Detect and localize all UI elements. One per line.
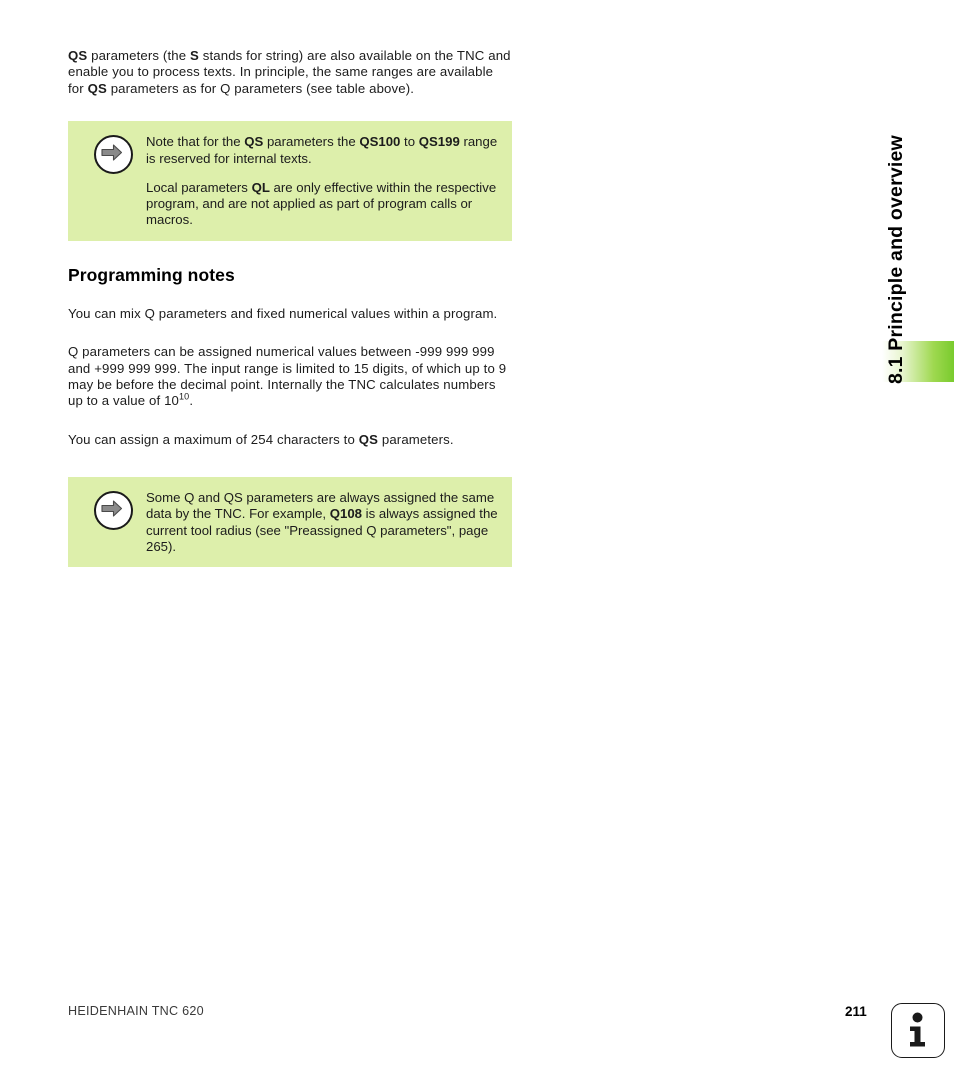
side-tab-label: 8.1 Principle and overview xyxy=(885,135,907,384)
note-box-preassigned-params xyxy=(68,477,512,567)
note1-paragraph-2 xyxy=(146,180,498,229)
intro-paragraph xyxy=(68,48,512,97)
body3-qs-bold: QS xyxy=(358,431,379,447)
intro-text-3: parameters as for Q parameters (see table above). xyxy=(106,80,415,96)
footer-product-name: HEIDENHAIN TNC 620 xyxy=(68,1004,204,1018)
note1-t2: parameters the xyxy=(263,134,360,150)
note1-t1: Note that for the xyxy=(146,134,245,150)
body3-t2: parameters. xyxy=(378,431,454,447)
note-icon-cell xyxy=(80,133,146,174)
arrow-right-icon xyxy=(94,135,133,174)
body2-superscript: 10 xyxy=(179,391,190,402)
intro-text-1: parameters (the xyxy=(87,48,190,63)
note2-q108-bold: Q108 xyxy=(329,506,362,522)
page-title: Programming notes xyxy=(68,264,235,285)
footer-page-number: 211 xyxy=(845,1004,867,1019)
body2-t1: Q parameters can be assigned numerical values between -999 999 999 and +999 999 999. The input range is limited to 15 digits, of which up to 9 may be before the decimal point. Internally the TNC calculates numbers up to a value of 10 xyxy=(68,344,507,409)
arrow-right-icon xyxy=(94,491,133,530)
note1-qs-bold: QS xyxy=(244,134,264,150)
intro-qs-bold-1: QS xyxy=(68,48,88,63)
note1-qs199-bold: QS199 xyxy=(418,134,460,150)
body-paragraph-1: You can mix Q parameters and fixed numerical values within a program. xyxy=(68,305,498,321)
intro-s-bold: S xyxy=(190,48,199,63)
info-icon xyxy=(891,1003,945,1058)
body2-t2: . xyxy=(189,393,194,409)
note1-t3: to xyxy=(400,134,419,150)
note1-t5: Local parameters xyxy=(146,179,252,195)
note1-ql-bold: QL xyxy=(251,179,270,195)
note2-t1: Some Q and QS parameters are always assigned the same data by the TNC. For example, xyxy=(146,490,495,522)
note1-t4: range is reserved for internal texts. xyxy=(146,134,498,166)
note2-paragraph-1 xyxy=(146,490,498,555)
note-icon-cell-2 xyxy=(80,489,146,530)
intro-text-2: stands for string) are also available on the TNC and enable you to process texts. In principle, the same ranges are available for xyxy=(68,48,511,96)
note2-t2: is always assigned the current tool radius (see "Preassigned Q parameters", page 265). xyxy=(146,506,498,555)
note-box-preassigned-params-text xyxy=(146,489,498,555)
body3-t1: You can assign a maximum of 254 characters to xyxy=(68,431,359,447)
note-box-qs-range xyxy=(68,121,512,240)
intro-qs-bold-2: QS xyxy=(87,80,107,96)
body-paragraph-3 xyxy=(68,432,512,448)
note-box-qs-range-text xyxy=(146,133,498,228)
note1-t6: are only effective within the respective program, and are not applied as part of program calls or macros. xyxy=(146,179,497,228)
note1-paragraph-1 xyxy=(146,134,498,167)
side-tab xyxy=(882,0,954,420)
main-content-column xyxy=(68,48,512,567)
note1-qs100-bold: QS100 xyxy=(359,134,401,150)
side-tab-text-wrap xyxy=(882,0,954,420)
body-paragraph-2 xyxy=(68,344,512,410)
